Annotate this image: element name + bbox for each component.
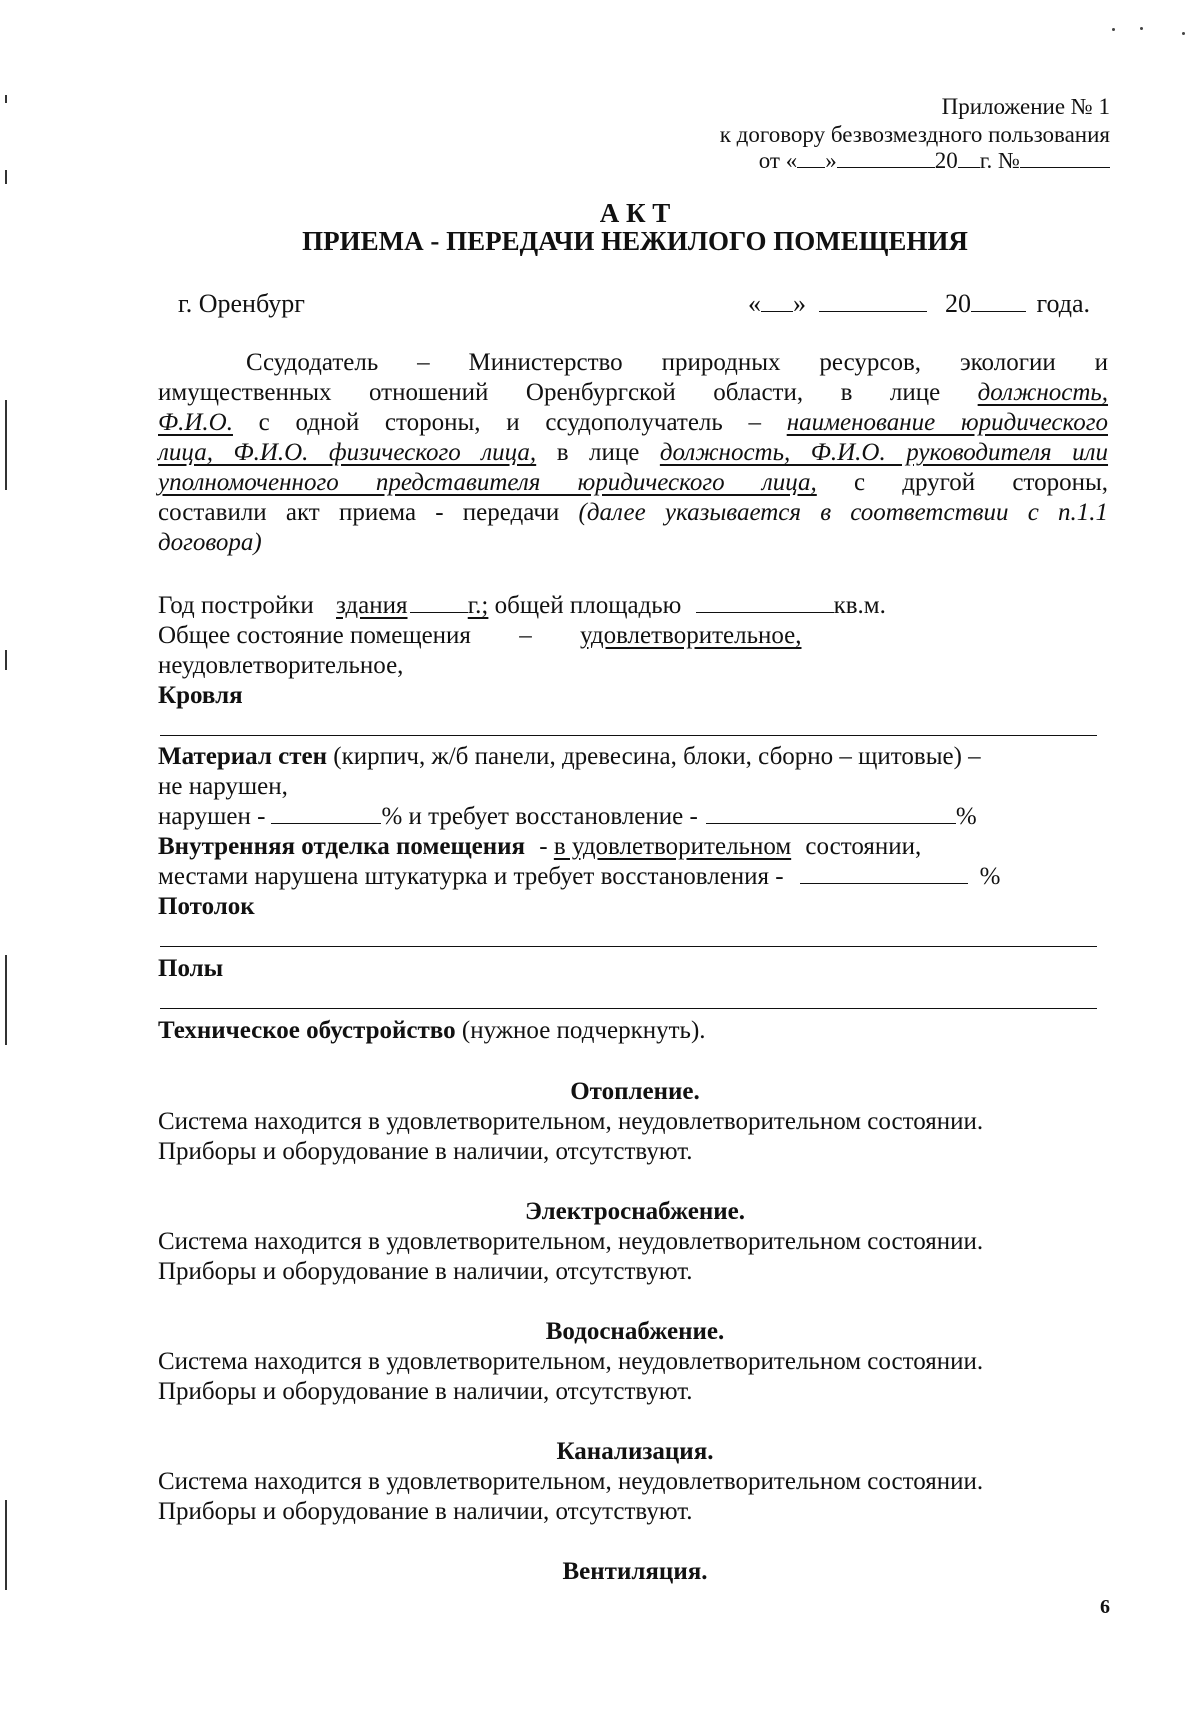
interior-line-1: Внутренняя отделка помещения - в удовлетворительном состоянии, xyxy=(158,833,922,860)
scan-mark xyxy=(5,650,7,670)
system-power-line-2: Приборы и оборудование в наличии, отсутствуют. xyxy=(158,1258,693,1285)
roof-label: Кровля xyxy=(158,682,243,709)
floors-label: Полы xyxy=(158,955,224,982)
walls-line-1: Материал стен (кирпич, ж/б панели, древесина, блоки, сборно – щитовые) – xyxy=(158,743,981,770)
scan-mark xyxy=(5,955,7,1045)
system-heating-line-1: Система находится в удовлетворительном, неудовлетворительном состоянии. xyxy=(158,1108,984,1135)
system-water-line-2: Приборы и оборудование в наличии, отсутствуют. xyxy=(158,1378,693,1405)
walls-line-3: нарушен - % и требует восстановление - % xyxy=(158,803,977,830)
scan-mark xyxy=(5,170,7,184)
tech-line: Техническое обустройство (нужное подчеркнуть). xyxy=(158,1017,706,1044)
system-ventilation-title: Вентиляция. xyxy=(562,1558,708,1585)
system-heating-title: Отопление. xyxy=(570,1078,700,1105)
system-power-line-1: Система находится в удовлетворительном, неудовлетворительном состоянии. xyxy=(158,1228,984,1255)
date-line: « » 20 года. xyxy=(748,289,1091,318)
system-power-title: Электроснабжение. xyxy=(524,1198,746,1225)
intro-line-1: Ссудодатель – Министерство природных ресурсов, экологии и xyxy=(246,349,1108,376)
intro-line-4: лица, Ф.И.О. физического лица, в лице должность, Ф.И.О. руководителя или xyxy=(158,439,1109,466)
intro-line-3: Ф.И.О. с одной стороны, и ссудополучатель – наименование юридического xyxy=(158,409,1108,436)
scan-dot xyxy=(1182,32,1185,35)
appendix-line-3: от « » 20 г. № xyxy=(759,146,1110,176)
floors-fill-line xyxy=(160,1008,1097,1009)
interior-line-2: местами нарушена штукатурка и требует восстановления - % xyxy=(158,863,1001,890)
scan-dot xyxy=(1140,27,1143,30)
appendix-line-2: к договору безвозмездного пользования xyxy=(719,122,1110,147)
system-sewer-line-2: Приборы и оборудование в наличии, отсутствуют. xyxy=(158,1498,693,1525)
scan-mark xyxy=(5,400,7,490)
intro-line-6: составили акт приема - передачи (далее указывается в соответствии с п.1.1 xyxy=(158,499,1109,526)
ceiling-fill-line xyxy=(160,946,1097,947)
general-state-line: Общее состояние помещения – удовлетворительное, xyxy=(158,622,802,649)
system-heating-line-2: Приборы и оборудование в наличии, отсутствуют. xyxy=(158,1138,693,1165)
system-water-title: Водоснабжение. xyxy=(545,1318,725,1345)
system-sewer-line-1: Система находится в удовлетворительном, неудовлетворительном состоянии. xyxy=(158,1468,984,1495)
intro-line-2: имущественных отношений Оренбургской области, в лице должность, xyxy=(158,379,1109,406)
page-number: 6 xyxy=(1100,1596,1110,1618)
title-line-1: А К Т xyxy=(599,198,671,228)
scan-dot xyxy=(1112,28,1115,31)
intro-line-7: договора) xyxy=(158,529,262,556)
roof-fill-line xyxy=(160,735,1097,736)
system-sewer-title: Канализация. xyxy=(556,1438,714,1465)
walls-line-2: не нарушен, xyxy=(158,773,288,800)
appendix-line-1: Приложение № 1 xyxy=(941,94,1110,119)
intro-line-5: уполномоченного представителя юридического лица, с другой стороны, xyxy=(158,469,1108,496)
scan-mark xyxy=(5,95,7,103)
title-line-2: ПРИЕМА - ПЕРЕДАЧИ НЕЖИЛОГО ПОМЕЩЕНИЯ xyxy=(302,226,968,256)
build-year-line: Год постройки здания г.; общей площадью кв.м. xyxy=(158,592,886,619)
general-state-line-2: неудовлетворительное, xyxy=(158,652,404,679)
city: г. Оренбург xyxy=(178,289,305,318)
system-water-line-1: Система находится в удовлетворительном, неудовлетворительном состоянии. xyxy=(158,1348,984,1375)
ceiling-label: Потолок xyxy=(158,893,255,920)
